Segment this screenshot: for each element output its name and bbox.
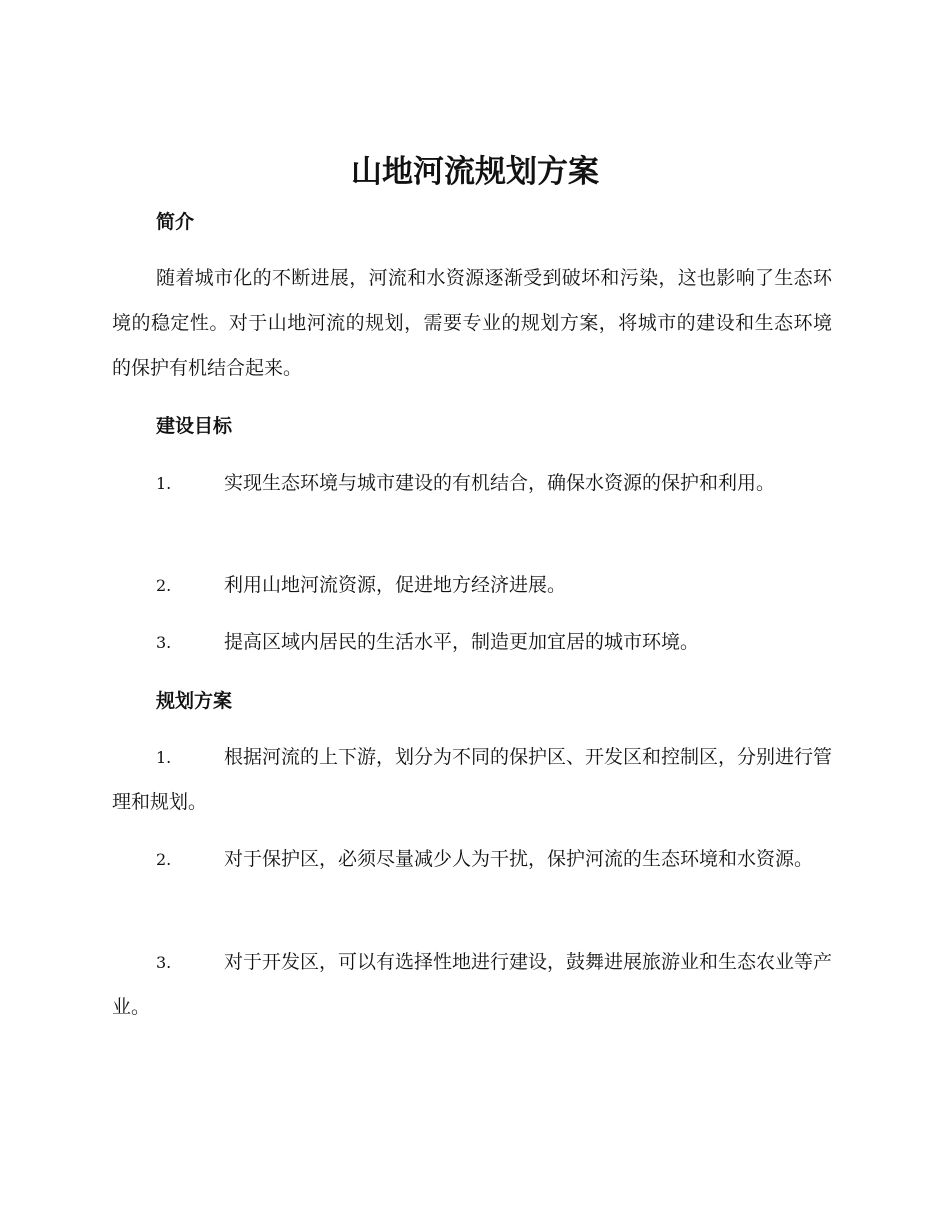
list-number: 1. (156, 474, 172, 493)
intro-paragraph: 随着城市化的不断进展，河流和水资源逐渐受到破坏和污染，这也影响了生态环境的稳定性。对于山地河流的规划，需要专业的规划方案，将城市的建设和生态环境的保护有机结合起来。 (112, 267, 832, 379)
page-title: 山地河流规划方案 (351, 154, 599, 190)
list-text: 对于开发区，可以有选择性地进行建设，鼓舞进展旅游业和生态农业等产业。 (112, 951, 833, 1018)
list-text: 实现生态环境与城市建设的有机结合，确保水资源的保护和利用。 (224, 472, 776, 494)
list-text: 根据河流的上下游，划分为不同的保护区、开发区和控制区，分别进行管理和规划。 (112, 746, 833, 813)
section-heading-intro: 简介 (156, 211, 195, 233)
list-text: 提高区域内居民的生活水平，制造更加宜居的城市环境。 (224, 631, 700, 653)
list-text: 利用山地河流资源，促进地方经济进展。 (224, 574, 567, 596)
list-text: 对于保护区，必须尽量减少人为干扰，保护河流的生态环境和水资源。 (224, 848, 814, 870)
list-item (112, 461, 832, 506)
list-number: 2. (156, 576, 172, 595)
section-heading-plan: 规划方案 (156, 690, 233, 712)
list-item (112, 735, 832, 825)
list-number: 1. (156, 748, 172, 767)
section-heading-goals: 建设目标 (156, 415, 233, 437)
list-item (112, 563, 832, 608)
list-item (112, 940, 832, 1030)
list-item (112, 620, 832, 665)
list-number: 3. (156, 953, 172, 972)
list-item (112, 837, 832, 882)
list-number: 2. (156, 850, 172, 869)
list-number: 3. (156, 633, 172, 652)
